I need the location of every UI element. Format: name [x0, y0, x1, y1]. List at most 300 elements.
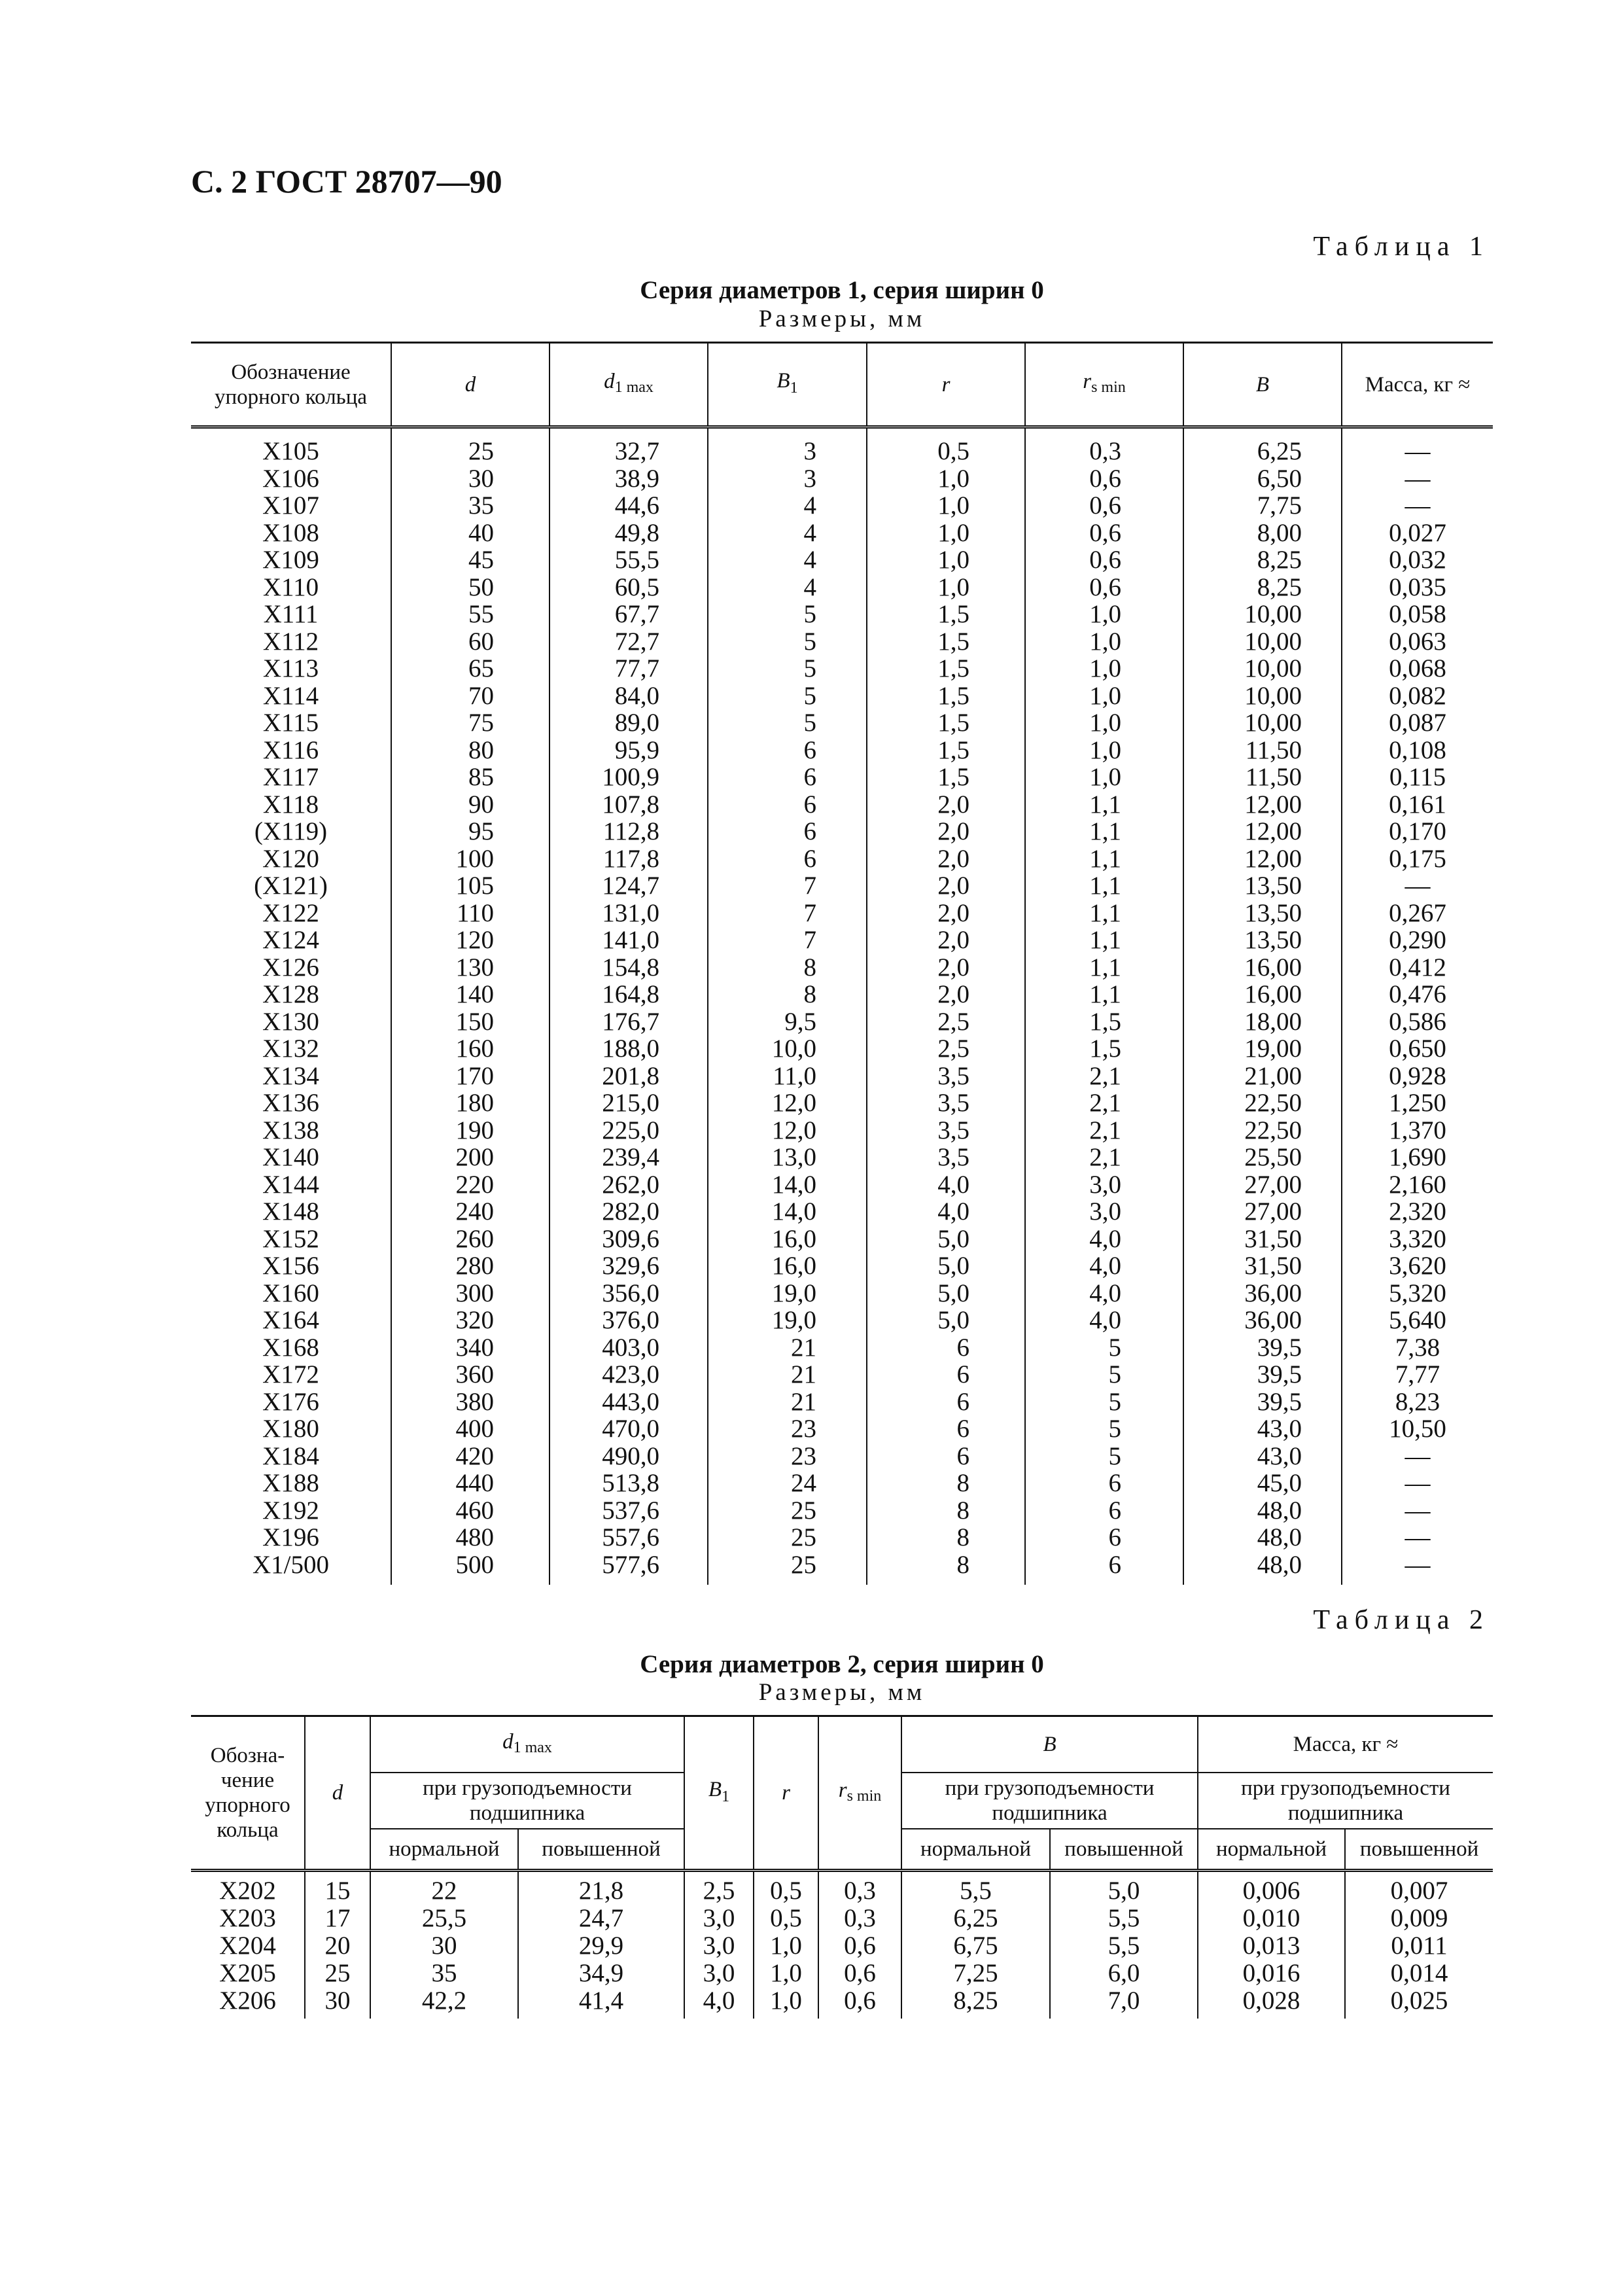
- table-cell: 3: [708, 465, 867, 493]
- table-cell: 0,014: [1345, 1960, 1493, 1987]
- table-cell: 23: [708, 1415, 867, 1443]
- table-cell: 3,0: [684, 1905, 754, 1932]
- table-cell: 105: [391, 872, 550, 900]
- table-cell: 117,8: [550, 845, 708, 873]
- table-cell: 1,0: [1025, 737, 1183, 764]
- table-cell: 0,028: [1198, 1987, 1345, 2019]
- table-cell: X188: [262, 1469, 319, 1497]
- table-row: [191, 1960, 1493, 1987]
- table-cell: 1,370: [1342, 1117, 1493, 1144]
- table-cell: 3,0: [684, 1932, 754, 1960]
- table-cell: 5,320: [1342, 1280, 1493, 1307]
- table-cell: 2,5: [684, 1871, 754, 1905]
- table-cell: 45,0: [1183, 1470, 1342, 1497]
- table-cell: 6: [1025, 1551, 1183, 1585]
- table-row: [191, 900, 1493, 927]
- table-cell: 10,50: [1342, 1415, 1493, 1443]
- table-cell: 6: [867, 1388, 1025, 1416]
- table-cell: X115: [262, 709, 319, 737]
- table-cell: 0,267: [1342, 900, 1493, 927]
- table-cell: 67,7: [550, 601, 708, 628]
- table-cell: 6: [867, 1361, 1025, 1388]
- table-cell: 1,1: [1025, 927, 1183, 954]
- table-cell: X204: [219, 1932, 276, 1960]
- table-cell: 5: [708, 682, 867, 710]
- table-row: [191, 1551, 1493, 1585]
- symbol-d: d: [332, 1781, 343, 1805]
- table-cell: 2,320: [1342, 1198, 1493, 1226]
- table-cell: 30: [370, 1932, 518, 1960]
- table-cell: 376,0: [550, 1307, 708, 1334]
- table2-header-b1: [684, 1716, 754, 1871]
- table-cell: 1,5: [867, 628, 1025, 656]
- table-cell: 7,0: [1050, 1987, 1198, 2019]
- table-cell: X108: [262, 518, 319, 547]
- table-cell: 1,0: [867, 574, 1025, 601]
- table-cell: 6: [1025, 1524, 1183, 1551]
- table-cell: 110: [391, 900, 550, 927]
- table-cell: 1,5: [867, 737, 1025, 764]
- table-cell: 6,25: [901, 1905, 1050, 1932]
- table-cell: 48,0: [1183, 1497, 1342, 1525]
- symbol-r: r: [941, 372, 951, 397]
- table-cell: X160: [262, 1279, 319, 1307]
- table-cell: 1,0: [754, 1932, 818, 1960]
- table-cell: 1,5: [1025, 1008, 1183, 1036]
- table-row: [191, 981, 1493, 1008]
- table-cell: 6: [708, 818, 867, 845]
- table-row: [191, 1415, 1493, 1443]
- table-cell: 0,009: [1345, 1905, 1493, 1932]
- table-cell: 3,0: [1025, 1198, 1183, 1226]
- table-cell: 4,0: [1025, 1252, 1183, 1280]
- table-cell: 1,250: [1342, 1089, 1493, 1117]
- table-cell: 490,0: [550, 1443, 708, 1470]
- table-cell: 13,50: [1183, 900, 1342, 927]
- table2-subtitle: Размеры, мм: [758, 1679, 926, 1706]
- table-cell: 8,25: [1183, 574, 1342, 601]
- table-cell: 282,0: [550, 1198, 708, 1226]
- table-cell: 120: [391, 927, 550, 954]
- table-cell: 5: [1025, 1334, 1183, 1362]
- table-cell: 35: [391, 492, 550, 520]
- symbol-b: B: [1255, 372, 1270, 397]
- table-cell: X114: [262, 681, 319, 710]
- table-cell: 29,9: [518, 1932, 684, 1960]
- table-cell: 43,0: [1183, 1443, 1342, 1470]
- table-row: [191, 1144, 1493, 1171]
- table-cell: 309,6: [550, 1226, 708, 1253]
- table-cell: 4: [708, 546, 867, 574]
- table-row: [191, 465, 1493, 493]
- table-cell: 30: [391, 465, 550, 493]
- table-cell: 7,77: [1342, 1361, 1493, 1388]
- table-cell: 42,2: [370, 1987, 518, 2019]
- table-cell: X122: [262, 898, 319, 927]
- table-cell: 4: [708, 492, 867, 520]
- table-cell: 470,0: [550, 1415, 708, 1443]
- table-cell: 239,4: [550, 1144, 708, 1171]
- table-cell: 27,00: [1183, 1171, 1342, 1199]
- table1-header-rsmin: [1025, 343, 1183, 427]
- table-cell: 1,5: [867, 709, 1025, 737]
- table-cell: 6: [708, 764, 867, 791]
- table-cell: X106: [262, 464, 319, 493]
- table-cell: 39,5: [1183, 1388, 1342, 1416]
- table-cell: X140: [262, 1143, 319, 1171]
- symbol-b1: B: [708, 1777, 722, 1801]
- table-cell: 423,0: [550, 1361, 708, 1388]
- table-cell: 1,0: [1025, 764, 1183, 791]
- table-cell: 513,8: [550, 1470, 708, 1497]
- table2-header-rsmin: [818, 1716, 901, 1871]
- table-cell: —: [1342, 1551, 1493, 1585]
- table-cell: 22: [370, 1871, 518, 1905]
- table-row: [191, 1443, 1493, 1470]
- table-row: [191, 1497, 1493, 1525]
- table-cell: 16,00: [1183, 981, 1342, 1008]
- table-cell: 10,00: [1183, 682, 1342, 710]
- table-cell: X130: [262, 1007, 319, 1036]
- table-cell: 8,23: [1342, 1388, 1493, 1416]
- table-cell: 25: [305, 1960, 370, 1987]
- subscript-1: 1: [790, 380, 798, 397]
- table2-header-b-load: при грузоподъемности подшипника: [901, 1773, 1198, 1829]
- table-cell: 6: [867, 1443, 1025, 1470]
- table-cell: 1,1: [1025, 954, 1183, 981]
- table-cell: 21,8: [518, 1871, 684, 1905]
- table-cell: 6: [708, 791, 867, 819]
- table-cell: 1,1: [1025, 981, 1183, 1008]
- table-cell: 3,5: [867, 1063, 1025, 1090]
- table-cell: 8,25: [1183, 546, 1342, 574]
- table-cell: 1,0: [754, 1960, 818, 1987]
- table-row: [191, 845, 1493, 873]
- table-cell: 2,0: [867, 900, 1025, 927]
- table-cell: 6: [1025, 1470, 1183, 1497]
- table-cell: 31,50: [1183, 1226, 1342, 1253]
- table-cell: 2,0: [867, 981, 1025, 1008]
- table-cell: 5,0: [867, 1280, 1025, 1307]
- symbol-d1: d: [604, 370, 615, 393]
- table-cell: 1,1: [1025, 900, 1183, 927]
- table-cell: 13,0: [708, 1144, 867, 1171]
- table-row: [191, 1252, 1493, 1280]
- table-cell: 8,25: [901, 1987, 1050, 2019]
- table-cell: 537,6: [550, 1497, 708, 1525]
- table-cell: 2,0: [867, 818, 1025, 845]
- table-cell: 0,063: [1342, 628, 1493, 656]
- table-cell: 1,0: [1025, 655, 1183, 682]
- table-row: [191, 601, 1493, 628]
- table-cell: 34,9: [518, 1960, 684, 1987]
- table-cell: 48,0: [1183, 1524, 1342, 1551]
- table-row: [191, 1388, 1493, 1416]
- table-cell: 11,50: [1183, 764, 1342, 791]
- table-row: [191, 1470, 1493, 1497]
- table-cell: 39,5: [1183, 1361, 1342, 1388]
- table-cell: 0,170: [1342, 818, 1493, 845]
- table-cell: 1,5: [867, 764, 1025, 791]
- table1-header-designation: Обозначение упорного кольца: [191, 343, 391, 427]
- table-cell: 10,00: [1183, 601, 1342, 628]
- table-cell: 0,6: [1025, 520, 1183, 547]
- table-cell: X105: [262, 437, 319, 465]
- table-row: [191, 1089, 1493, 1117]
- table2: [191, 1715, 1493, 2019]
- table-cell: 0,3: [818, 1871, 901, 1905]
- table-cell: 0,027: [1342, 520, 1493, 547]
- table-cell: 25,50: [1183, 1144, 1342, 1171]
- table-cell: 0,6: [1025, 546, 1183, 574]
- table-cell: 22,50: [1183, 1117, 1342, 1144]
- table-cell: 1,0: [1025, 682, 1183, 710]
- table-cell: 25,5: [370, 1905, 518, 1932]
- table-cell: 5,0: [867, 1226, 1025, 1253]
- table-cell: 5: [1025, 1388, 1183, 1416]
- table-cell: 164,8: [550, 981, 708, 1008]
- table-row: [191, 1063, 1493, 1090]
- table-cell: 7,38: [1342, 1334, 1493, 1362]
- table-cell: 6: [1025, 1497, 1183, 1525]
- table-cell: 176,7: [550, 1008, 708, 1036]
- table-cell: 2,0: [867, 791, 1025, 819]
- table-cell: 170: [391, 1063, 550, 1090]
- table-cell: X164: [262, 1306, 319, 1334]
- table-cell: —: [1342, 465, 1493, 493]
- table-cell: 7: [708, 872, 867, 900]
- table-cell: 21: [708, 1388, 867, 1416]
- table-cell: 36,00: [1183, 1307, 1342, 1334]
- table-cell: 5: [708, 655, 867, 682]
- table-cell: 12,0: [708, 1089, 867, 1117]
- table-cell: 0,010: [1198, 1905, 1345, 1932]
- table-cell: 21: [708, 1334, 867, 1362]
- table-cell: 0,013: [1198, 1932, 1345, 1960]
- table-cell: 5: [1025, 1361, 1183, 1388]
- table-cell: 2,0: [867, 845, 1025, 873]
- table-cell: 49,8: [550, 520, 708, 547]
- table-cell: 107,8: [550, 791, 708, 819]
- table-cell: 360: [391, 1361, 550, 1388]
- table-cell: 140: [391, 981, 550, 1008]
- table2-header-b: [901, 1716, 1198, 1773]
- table1-subtitle: Размеры, мм: [758, 306, 926, 332]
- table-cell: 12,00: [1183, 818, 1342, 845]
- table-cell: 0,068: [1342, 655, 1493, 682]
- table-cell: 130: [391, 954, 550, 981]
- table-cell: 12,0: [708, 1117, 867, 1144]
- table-row: [191, 520, 1493, 547]
- table2-header-d1max-normal: нормальной: [370, 1829, 518, 1871]
- table-cell: 1,5: [1025, 1035, 1183, 1063]
- table2-header-b-normal: нормальной: [901, 1829, 1050, 1871]
- table-cell: 2,160: [1342, 1171, 1493, 1199]
- table-cell: 48,0: [1183, 1551, 1342, 1585]
- table-cell: 0,5: [754, 1905, 818, 1932]
- table-cell: (X121): [254, 872, 328, 900]
- table-row: [191, 1932, 1493, 1960]
- table1-body: [191, 427, 1493, 1585]
- table-cell: X148: [262, 1197, 319, 1226]
- symbol-d: d: [464, 372, 476, 397]
- table-cell: 260: [391, 1226, 550, 1253]
- table-cell: 5,5: [1050, 1905, 1198, 1932]
- table-cell: X117: [262, 763, 319, 791]
- table-cell: 5: [708, 628, 867, 656]
- table-row: [191, 1334, 1493, 1362]
- table-cell: 443,0: [550, 1388, 708, 1416]
- table-cell: (X119): [254, 817, 328, 845]
- table1-header-r: [867, 343, 1025, 427]
- table2-title: Серия диаметров 2, серия ширин 0: [640, 1650, 1044, 1678]
- table-cell: 1,0: [867, 492, 1025, 520]
- table-cell: 14,0: [708, 1198, 867, 1226]
- table-cell: X202: [219, 1877, 276, 1905]
- table-cell: 90: [391, 791, 550, 819]
- table-cell: 2,5: [867, 1008, 1025, 1036]
- table-cell: X134: [262, 1061, 319, 1090]
- table-cell: 6: [708, 845, 867, 873]
- table-row: [191, 818, 1493, 845]
- table-cell: 4,0: [867, 1198, 1025, 1226]
- table-cell: 100: [391, 845, 550, 873]
- table-cell: 36,00: [1183, 1280, 1342, 1307]
- table-cell: 0,006: [1198, 1871, 1345, 1905]
- table-cell: 320: [391, 1307, 550, 1334]
- table1-header-d1max: [550, 343, 708, 427]
- subscript-1: 1: [722, 1788, 730, 1805]
- table-cell: X124: [262, 926, 319, 954]
- table-row: [191, 492, 1493, 520]
- table-cell: 75: [391, 709, 550, 737]
- table-cell: 25: [708, 1524, 867, 1551]
- table-cell: X196: [262, 1523, 319, 1551]
- table-cell: 201,8: [550, 1063, 708, 1090]
- table2-header-mass-increased: повышенной: [1345, 1829, 1493, 1871]
- table-cell: 2,1: [1025, 1089, 1183, 1117]
- table-cell: 0,6: [818, 1987, 901, 2019]
- table-cell: 6,50: [1183, 465, 1342, 493]
- table-cell: 141,0: [550, 927, 708, 954]
- table-cell: 32,7: [550, 427, 708, 465]
- table-row: [191, 954, 1493, 981]
- table-cell: 25: [391, 427, 550, 465]
- table-cell: 480: [391, 1524, 550, 1551]
- table2-header-mass-normal: нормальной: [1198, 1829, 1345, 1871]
- table-cell: 7: [708, 900, 867, 927]
- table-cell: 77,7: [550, 655, 708, 682]
- table-cell: X110: [262, 573, 319, 601]
- table2-body: [191, 1871, 1493, 2019]
- table1-header-b1: [708, 343, 867, 427]
- table-cell: 1,5: [867, 682, 1025, 710]
- table-row: [191, 1280, 1493, 1307]
- table-cell: 440: [391, 1470, 550, 1497]
- table-cell: 15: [305, 1871, 370, 1905]
- table-cell: 10,00: [1183, 628, 1342, 656]
- table-cell: 18,00: [1183, 1008, 1342, 1036]
- table-cell: 8: [867, 1497, 1025, 1525]
- table-cell: 1,0: [1025, 709, 1183, 737]
- table-cell: X168: [262, 1333, 319, 1362]
- table-cell: 6,25: [1183, 427, 1342, 465]
- table-cell: 1,0: [1025, 628, 1183, 656]
- table-cell: —: [1342, 872, 1493, 900]
- table-row: [191, 872, 1493, 900]
- table-cell: 50: [391, 574, 550, 601]
- table-cell: 95: [391, 818, 550, 845]
- table-cell: 21: [708, 1361, 867, 1388]
- table-cell: 35: [370, 1960, 518, 1987]
- table-cell: 188,0: [550, 1035, 708, 1063]
- table-cell: 19,0: [708, 1307, 867, 1334]
- table-cell: 4,0: [867, 1171, 1025, 1199]
- table-cell: 9,5: [708, 1008, 867, 1036]
- table-cell: 0,175: [1342, 845, 1493, 873]
- table-row: [191, 574, 1493, 601]
- table-cell: X192: [262, 1496, 319, 1525]
- table-row: [191, 1171, 1493, 1199]
- table2-header-mass: Масса, кг ≈: [1198, 1716, 1493, 1773]
- table-cell: 19,0: [708, 1280, 867, 1307]
- table-cell: 280: [391, 1252, 550, 1280]
- table-cell: 10,00: [1183, 709, 1342, 737]
- table-cell: 80: [391, 737, 550, 764]
- table2-header-d1max-load: при грузоподъемности подшипника: [370, 1773, 684, 1829]
- table-row: [191, 1008, 1493, 1036]
- table-cell: 7: [708, 927, 867, 954]
- table-cell: 11,50: [1183, 737, 1342, 764]
- table-cell: 112,8: [550, 818, 708, 845]
- table-row: [191, 1117, 1493, 1144]
- table-cell: 154,8: [550, 954, 708, 981]
- table-cell: 0,650: [1342, 1035, 1493, 1063]
- table-cell: 22,50: [1183, 1089, 1342, 1117]
- table-cell: 0,016: [1198, 1960, 1345, 1987]
- table-cell: 17: [305, 1905, 370, 1932]
- table-cell: 27,00: [1183, 1198, 1342, 1226]
- table1-header-b: [1183, 343, 1342, 427]
- table-cell: 5,640: [1342, 1307, 1493, 1334]
- table-cell: 1,0: [1025, 601, 1183, 628]
- table-cell: 4,0: [684, 1987, 754, 2019]
- table-cell: 0,3: [1025, 427, 1183, 465]
- table-row: [191, 791, 1493, 819]
- table-cell: 3: [708, 427, 867, 465]
- table-row: [191, 628, 1493, 656]
- table-cell: 1,5: [867, 655, 1025, 682]
- table-cell: 3,5: [867, 1117, 1025, 1144]
- page-header: С. 2 ГОСТ 28707—90: [191, 163, 502, 200]
- table-cell: 25: [708, 1551, 867, 1585]
- table-cell: X109: [262, 546, 319, 574]
- table-cell: —: [1342, 1497, 1493, 1525]
- table-cell: X111: [263, 600, 319, 628]
- table-cell: 10,00: [1183, 655, 1342, 682]
- table-cell: 1,1: [1025, 845, 1183, 873]
- table-cell: 84,0: [550, 682, 708, 710]
- table-cell: 2,0: [867, 954, 1025, 981]
- table-cell: 5,0: [1050, 1871, 1198, 1905]
- table-cell: 1,0: [867, 546, 1025, 574]
- table2-header-mass-load: при грузоподъемности подшипника: [1198, 1773, 1493, 1829]
- table-cell: 460: [391, 1497, 550, 1525]
- table-cell: 0,035: [1342, 574, 1493, 601]
- table-cell: 72,7: [550, 628, 708, 656]
- table-cell: —: [1342, 1524, 1493, 1551]
- table-cell: X107: [262, 491, 319, 520]
